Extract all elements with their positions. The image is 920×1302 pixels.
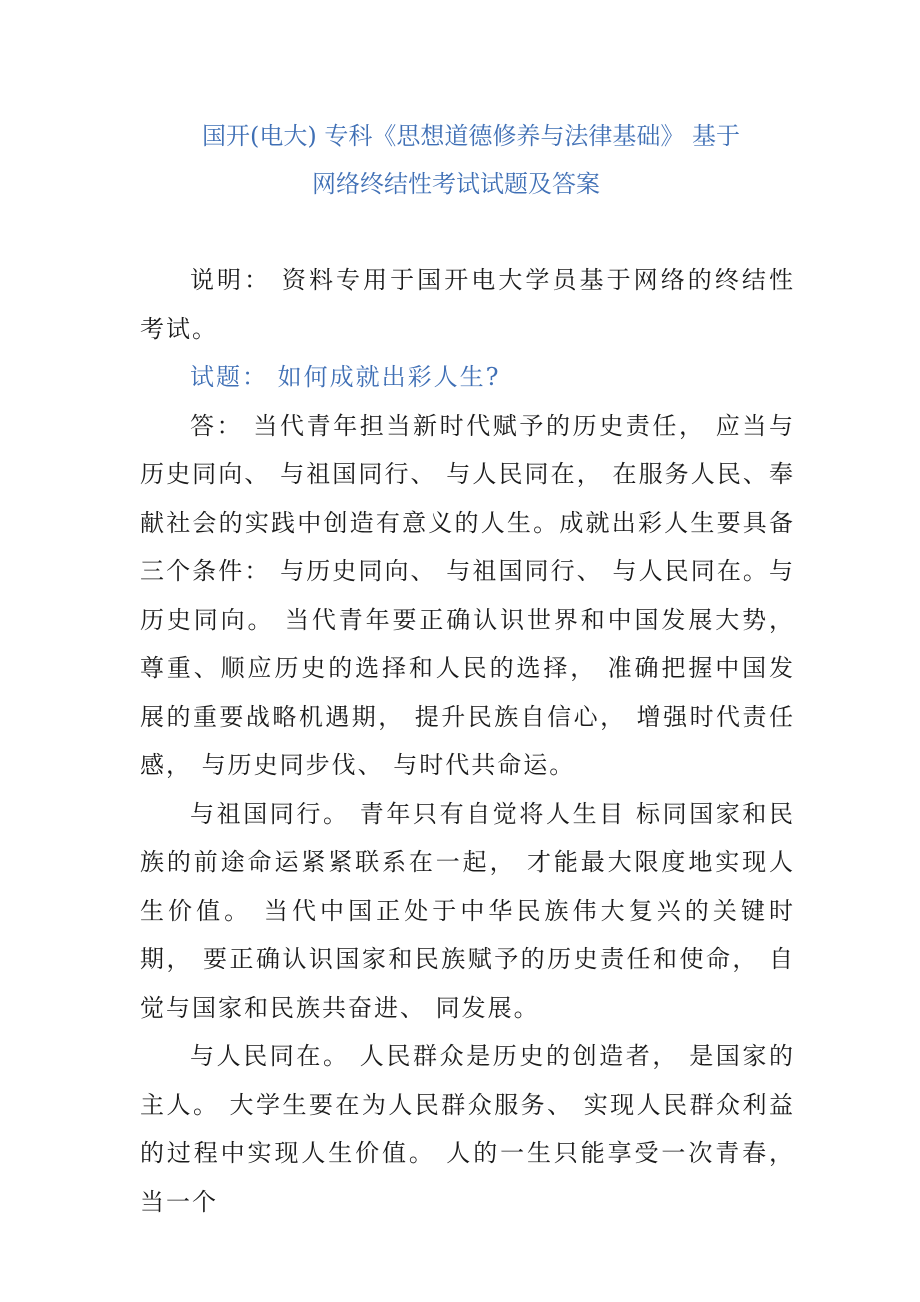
- question-heading: 试题： 如何成就出彩人生?: [190, 363, 501, 391]
- answer-paragraph-1: 答： 当代青年担当新时代赋予的历史责任， 应当与历史同向、 与祖国同行、 与人民同在， 在服务人民、奉献社会的实践中创造有意义的人生。成就出彩人生要具备三个条件： 与历史同向、 与祖国同行、 与人民同在。与历史同向。 当代青年要正确认识世界和中国发展大势， 尊重、顺应历史的选择和人民的选择， 准确把握中国发展的重要战略机遇期， 提升民族自信心， 增强时代责任感， 与历史同步伐、 与时代共命运。: [140, 411, 795, 779]
- document-title: [140, 112, 800, 208]
- answer-paragraph-3: 与人民同在。 人民群众是历史的创造者， 是国家的主人。 大学生要在为人民群众服务、 实现人民群众利益的过程中实现人生价值。 人的一生只能享受一次青春， 当一个: [140, 1042, 795, 1216]
- answer-paragraph-2: 与祖国同行。 青年只有自觉将人生目 标同国家和民族的前途命运紧紧联系在一起， 才能最大限度地实现人生价值。 当代中国正处于中华民族伟大复兴的关键时期， 要正确认识国家和民族赋予的历史责任和使命， 自觉与国家和民族共奋进、 同发展。: [140, 799, 795, 1022]
- document-body: [140, 256, 795, 1226]
- title-line-2: 网络终结性考试试题及答案: [312, 170, 600, 198]
- note-paragraph: 说明： 资料专用于国开电大学员基于网络的终结性考试。: [140, 266, 795, 343]
- title-line-1: 国开(电大) 专科《思想道德修养与法律基础》 基于: [202, 122, 740, 150]
